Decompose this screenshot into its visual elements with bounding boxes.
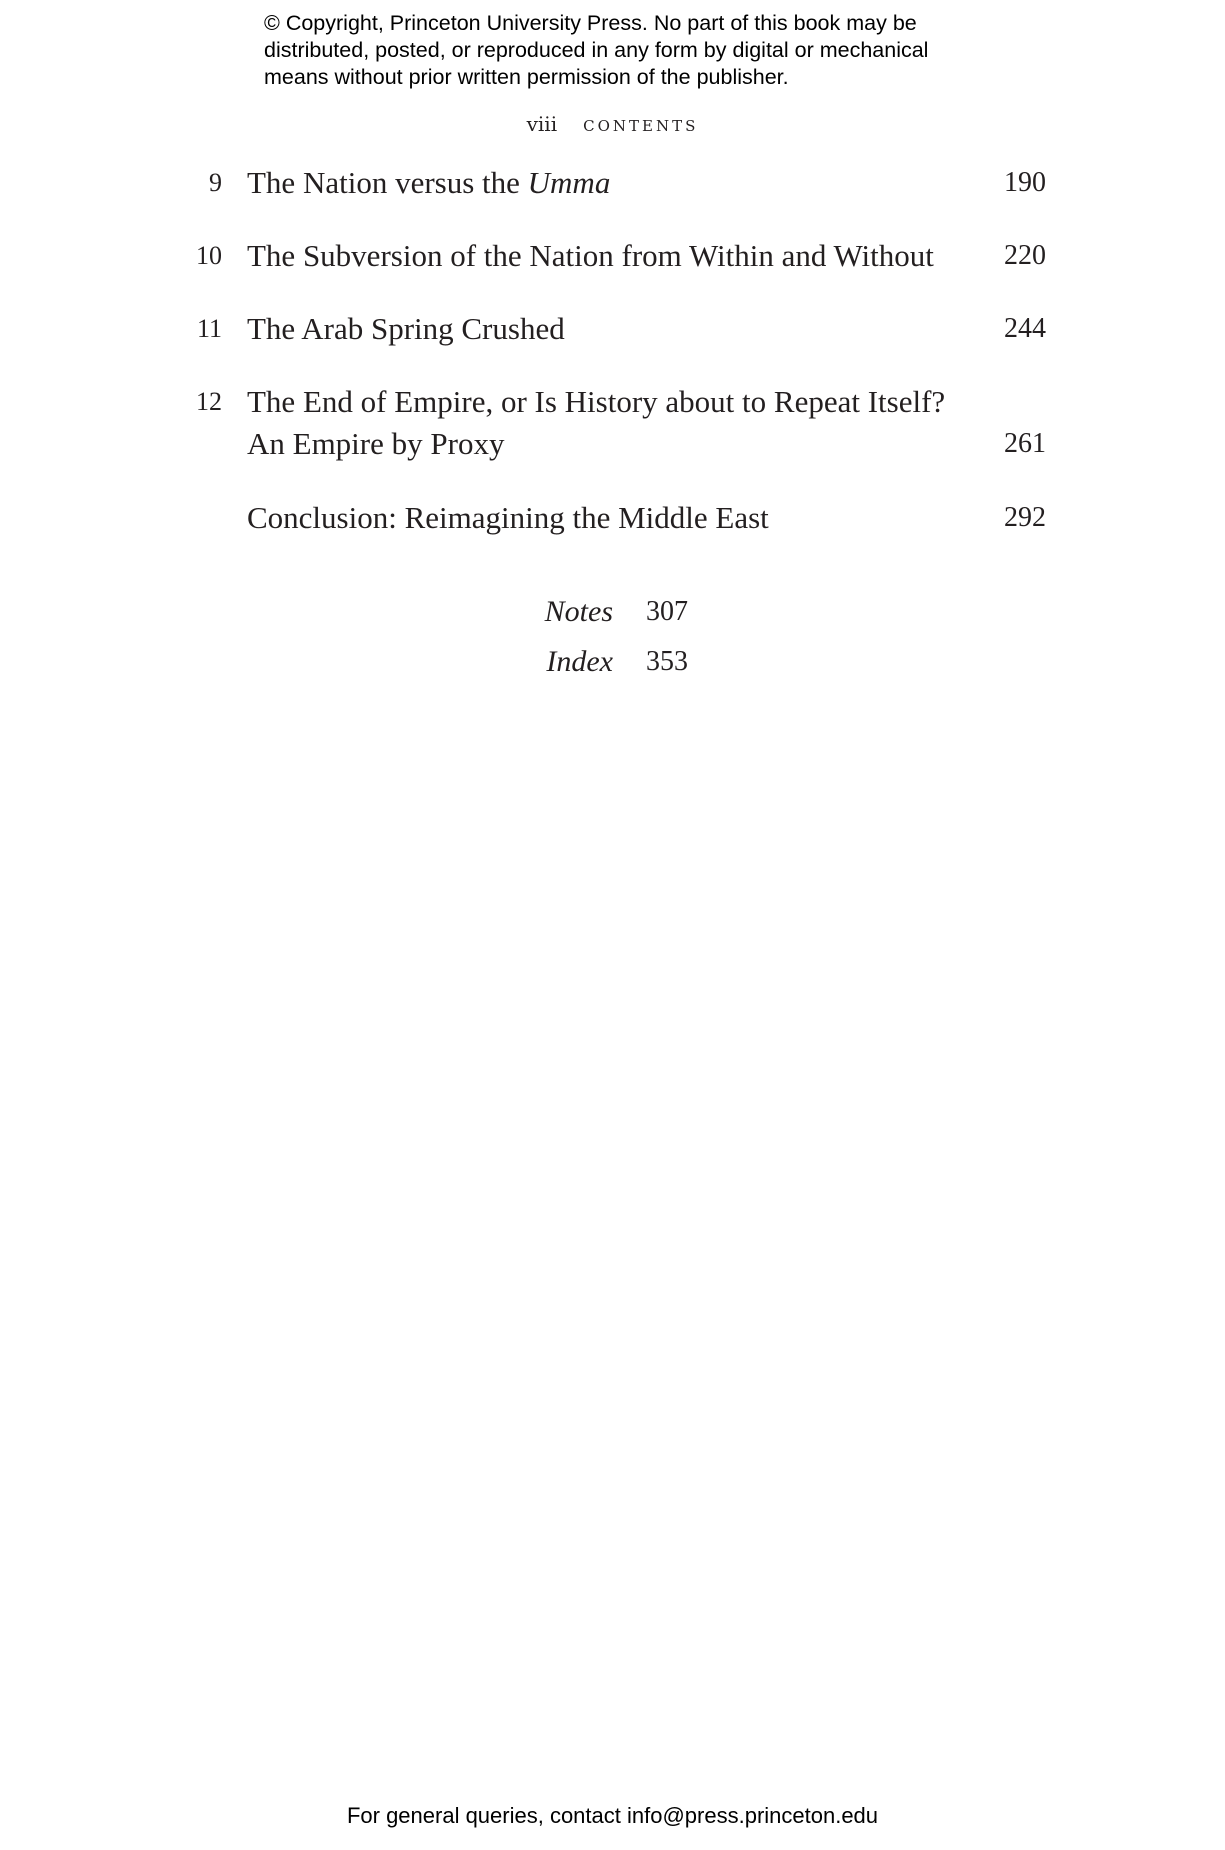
chapter-title-italic: Umma (527, 165, 611, 200)
chapter-page-number: 190 (1004, 167, 1046, 198)
chapter-page-number: 292 (1004, 502, 1046, 533)
chapter-title: The Subversion of the Nation from Within and Without (247, 238, 934, 273)
chapter-title: Conclusion: Reimagining the Middle East (247, 500, 769, 535)
back-matter-page-number: 353 (646, 646, 688, 677)
chapter-number: 9 (209, 168, 222, 197)
back-matter-page-number: 307 (646, 596, 688, 627)
chapter-title-line-2: An Empire by Proxy (247, 426, 505, 461)
chapter-number: 10 (196, 241, 222, 270)
copyright-line-1: © Copyright, Princeton University Press. No part of this book may be (264, 11, 917, 35)
running-head (0, 112, 1225, 136)
chapter-title (247, 381, 945, 465)
copyright-line-2: distributed, posted, or reproduced in any form by digital or mechanical (264, 38, 929, 62)
chapter-title-line-1: The End of Empire, or Is History about to Repeat Itself? (247, 384, 946, 419)
chapter-page-number: 220 (1004, 240, 1046, 271)
chapter-title-plain: The Nation versus the (247, 165, 528, 200)
running-head-title: CONTENTS (583, 117, 699, 135)
chapter-number: 11 (196, 314, 222, 343)
chapter-title (247, 162, 610, 204)
chapter-page-number: 261 (1004, 428, 1046, 459)
chapter-number: 12 (196, 387, 222, 416)
back-matter-label: Notes (544, 595, 613, 628)
copyright-notice (264, 10, 984, 91)
footer-contact: For general queries, contact info@press.princeton.edu (346, 1803, 879, 1828)
page-folio: viii (526, 112, 558, 136)
chapter-page-number: 244 (1004, 313, 1046, 344)
back-matter-label: Index (546, 645, 613, 678)
chapter-title: The Arab Spring Crushed (247, 311, 565, 346)
copyright-line-3: means without prior written permission of the publisher. (264, 65, 789, 89)
